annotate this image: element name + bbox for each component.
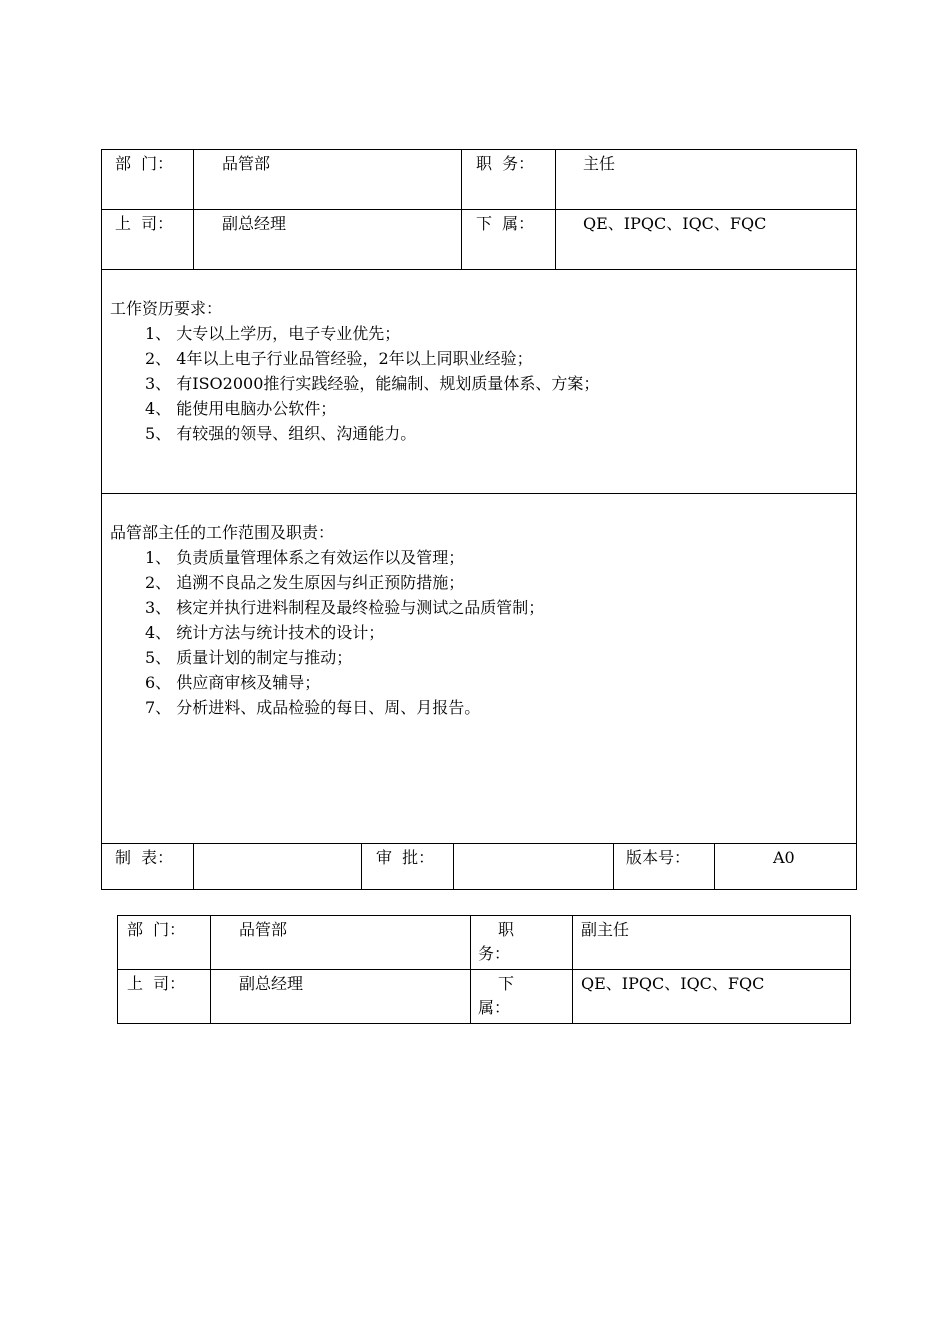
- superior-label: 上 司：: [127, 974, 186, 993]
- column-divider: [572, 915, 573, 1024]
- subordinate-value: QE、IPQC、IQC、FQC: [583, 214, 767, 233]
- duties-section: [110, 520, 544, 720]
- column-divider: [613, 843, 614, 890]
- subordinate-label-cont: 属：: [478, 998, 511, 1017]
- version-value: A0: [773, 848, 795, 867]
- row-divider: [101, 843, 857, 844]
- list-item: 1、 负责质量管理体系之有效运作以及管理；: [145, 548, 465, 567]
- position-label-cont: 务：: [478, 944, 511, 963]
- column-divider: [714, 843, 715, 890]
- duties-heading: 品管部主任的工作范围及职责：: [110, 523, 335, 542]
- list-item: 3、 核定并执行进料制程及最终检验与测试之品质管制；: [145, 598, 545, 617]
- column-divider: [555, 149, 556, 269]
- prepared-by-label: 制 表：: [115, 848, 174, 867]
- superior-label: 上 司：: [115, 214, 174, 233]
- column-divider: [461, 149, 462, 269]
- subordinate-label: 下: [498, 974, 515, 993]
- row-divider: [117, 969, 851, 970]
- qualifications-heading: 工作资历要求：: [110, 299, 223, 318]
- list-item: 1、 大专以上学历，电子专业优先；: [145, 324, 401, 343]
- position-label: 职 务：: [476, 154, 535, 173]
- list-item: 2、 4年以上电子行业品管经验，2年以上同职业经验；: [145, 349, 533, 368]
- list-item: 6、 供应商审核及辅导；: [145, 673, 321, 692]
- department-value: 品管部: [239, 920, 288, 939]
- qualifications-section: [110, 296, 599, 446]
- version-label: 版本号：: [626, 848, 691, 867]
- list-item: 5、 质量计划的制定与推动；: [145, 648, 353, 667]
- list-item: 4、 能使用电脑办公软件；: [145, 399, 337, 418]
- subordinate-value: QE、IPQC、IQC、FQC: [581, 974, 765, 993]
- column-divider: [470, 915, 471, 1024]
- superior-value: 副总经理: [239, 974, 304, 993]
- approved-by-label: 审 批：: [376, 848, 435, 867]
- superior-value: 副总经理: [222, 214, 287, 233]
- department-label: 部 门：: [127, 920, 186, 939]
- column-divider: [193, 843, 194, 890]
- column-divider: [453, 843, 454, 890]
- position-value: 主任: [583, 154, 616, 173]
- list-item: 3、 有ISO2000推行实践经验，能编制、规划质量体系、方案；: [145, 374, 600, 393]
- department-value: 品管部: [222, 154, 271, 173]
- row-divider: [101, 269, 857, 270]
- column-divider: [361, 843, 362, 890]
- position-label: 职: [498, 920, 515, 939]
- position-value: 副主任: [581, 920, 630, 939]
- subordinate-label: 下 属：: [476, 214, 535, 233]
- department-label: 部 门：: [115, 154, 174, 173]
- column-divider: [210, 915, 211, 1024]
- row-divider: [101, 209, 857, 210]
- list-item: 7、 分析进料、成品检验的每日、周、月报告。: [145, 698, 481, 717]
- column-divider: [193, 149, 194, 269]
- row-divider: [101, 493, 857, 494]
- list-item: 4、 统计方法与统计技术的设计；: [145, 623, 385, 642]
- list-item: 5、 有较强的领导、组织、沟通能力。: [145, 424, 417, 443]
- list-item: 2、 追溯不良品之发生原因与纠正预防措施；: [145, 573, 465, 592]
